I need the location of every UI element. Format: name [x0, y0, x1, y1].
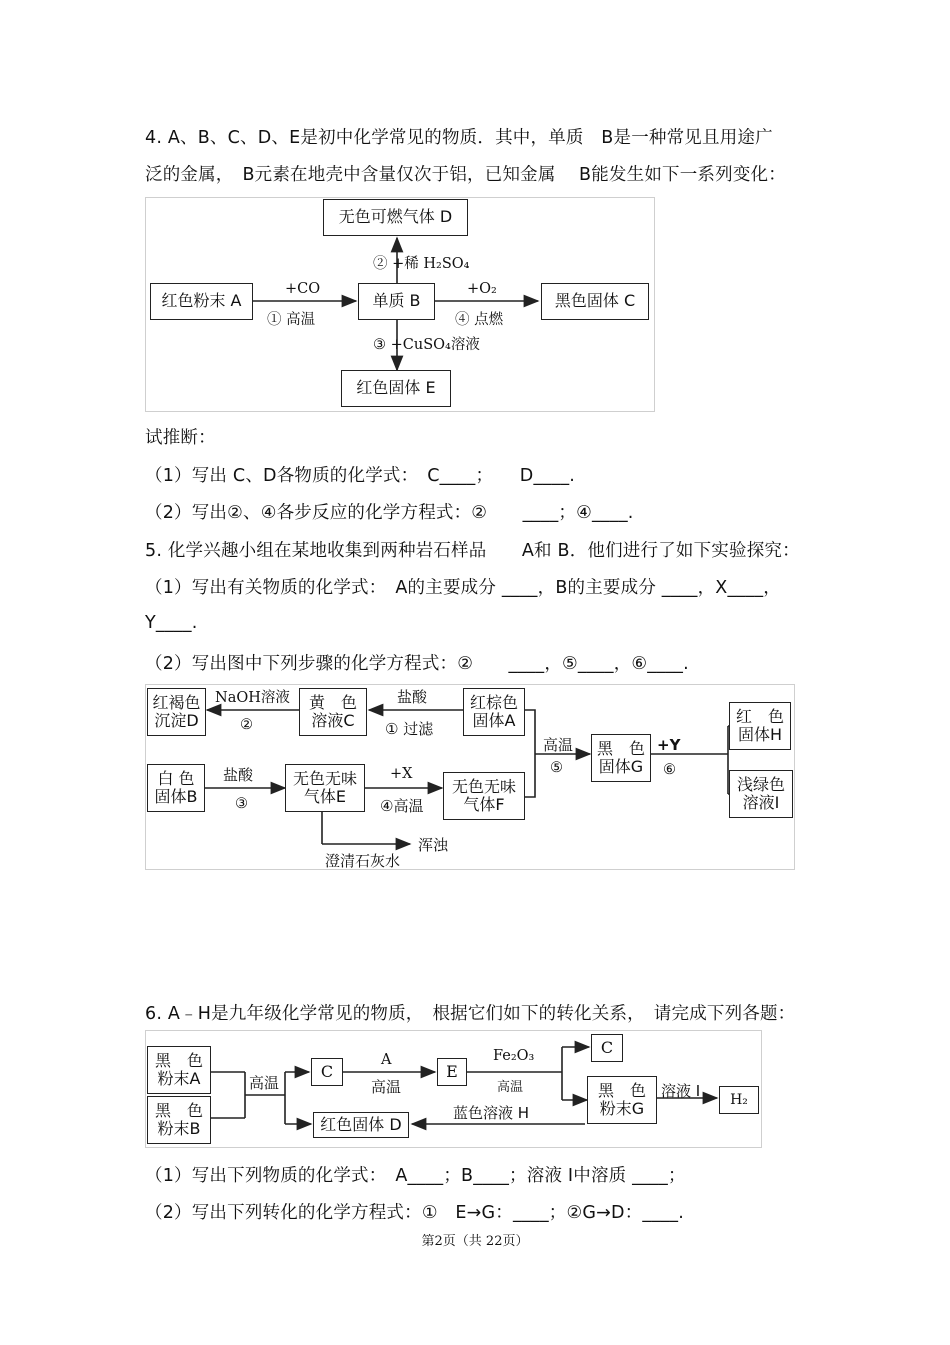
q5-label-hcl2: 盐酸 [223, 766, 254, 784]
q4-box-c: 黑色固体 C [541, 283, 649, 320]
q6-label-a: A [381, 1052, 392, 1068]
q4-arrow1-bottom: ① 高温 [267, 312, 316, 328]
q4-box-d: 无色可燃气体 D [323, 199, 468, 236]
q6-label-high-temp2: 高温 [497, 1080, 524, 1095]
q5-box-e: 无色无味 气体E [285, 764, 365, 812]
q6-box-b: 黑 色 粉末B [147, 1096, 211, 1144]
q6-label-blue-solution-h: 蓝色溶液 H [453, 1104, 530, 1122]
q4-box-e: 红色固体 E [341, 370, 451, 407]
q5-label-step6: ⑥ [663, 762, 676, 778]
q5-label-y: +Y [657, 736, 681, 754]
q6-box-c1: C [311, 1058, 343, 1086]
q6-box-d: 红色固体 D [313, 1112, 409, 1138]
q5-label-high-temp: 高温 [543, 736, 574, 754]
q6-sub2: （2）写出下列转化的化学方程式：① E→G：____；②G→D：____. [145, 1203, 684, 1223]
q6-label-fe2o3: Fe₂O₃ [493, 1048, 535, 1064]
q5-label-x: +X [390, 766, 413, 782]
q4-arrow4-bottom: ④ 点燃 [455, 312, 504, 328]
q5-sub1-line1: （1）写出有关物质的化学式： A的主要成分 ____，B的主要成分 ____，X____， [145, 578, 781, 598]
q5-label-naoh: NaOH溶液 [215, 690, 290, 706]
q6-box-h2: H₂ [719, 1086, 759, 1114]
q4-intro-line1: 4. A、B、C、D、E是初中化学常见的物质．其中，单质 B是一种常见且用途广 [145, 128, 773, 148]
q6-box-a: 黑 色 粉末A [147, 1046, 211, 1094]
q4-box-a: 红色粉末 A [150, 283, 253, 320]
q4-arrow1-top: +CO [285, 281, 321, 297]
q5-box-a: 红棕色 固体A [463, 688, 525, 736]
q5-box-b: 白 色 固体B [147, 764, 205, 812]
q4-arrow4-top: +O₂ [467, 281, 497, 297]
q6-label-high-temp-a: 高温 [371, 1078, 402, 1096]
q5-label-limewater: 澄清石灰水 [325, 852, 401, 870]
q6-box-e: E [437, 1058, 467, 1086]
q6-intro: 6. A﹣H是九年级化学常见的物质， 根据它们如下的转化关系， 请完成下列各题： [145, 1004, 796, 1024]
q5-label-step3: ③ [235, 796, 248, 812]
q4-infer: 试推断： [145, 428, 216, 448]
q6-sub1: （1）写出下列物质的化学式： A____；B____；溶液 I中溶质 ____； [145, 1166, 686, 1186]
q6-label-high-temp1: 高温 [249, 1074, 280, 1092]
q4-box-b: 单质 B [358, 283, 435, 320]
q5-label-turbid: 浑浊 [418, 836, 449, 854]
q4-diagram [145, 197, 655, 412]
q5-box-f: 无色无味 气体F [443, 772, 525, 820]
q6-box-c2: C [591, 1034, 623, 1062]
page-footer: 第2页（共 22页） [421, 1234, 529, 1249]
q4-sub2: （2）写出②、④各步反应的化学方程式：② ____；④____. [145, 503, 634, 523]
q6-box-g: 黑 色 粉末G [587, 1076, 657, 1124]
q4-sub1: （1）写出 C、D各物质的化学式： C____； D____. [145, 466, 576, 486]
q5-label-filter: ① 过滤 [385, 720, 434, 738]
q6-label-solution-i: 溶液 I [661, 1082, 701, 1100]
q5-box-h: 红 色 固体H [729, 702, 791, 750]
q4-intro-line2: 泛的金属， B元素在地壳中含量仅次于铝，已知金属 B能发生如下一系列变化： [145, 165, 786, 185]
q5-box-d: 红褐色 沉淀D [147, 688, 206, 736]
q6-diagram [145, 1030, 762, 1148]
q5-box-i: 浅绿色 溶液I [729, 770, 793, 818]
q5-diagram [145, 684, 795, 870]
q5-label-step2: ② [240, 717, 253, 733]
q5-sub2: （2）写出图中下列步骤的化学方程式：② ____，⑤____，⑥____. [145, 654, 689, 674]
q5-intro: 5. 化学兴趣小组在某地收集到两种岩石样品 A和 B．他们进行了如下实验探究： [145, 541, 800, 561]
q4-arrow3-label: ③ +CuSO₄溶液 [373, 337, 480, 353]
q5-label-step5: ⑤ [550, 760, 563, 776]
q5-label-step4: ④高温 [380, 797, 424, 815]
q5-box-g: 黑 色 固体G [591, 734, 651, 782]
q5-box-c: 黄 色 溶液C [299, 688, 367, 736]
q5-sub1-line2: Y____. [145, 613, 198, 633]
q4-arrow2-label: ② +稀 H₂SO₄ [373, 256, 470, 272]
q5-label-hcl1: 盐酸 [397, 688, 428, 706]
